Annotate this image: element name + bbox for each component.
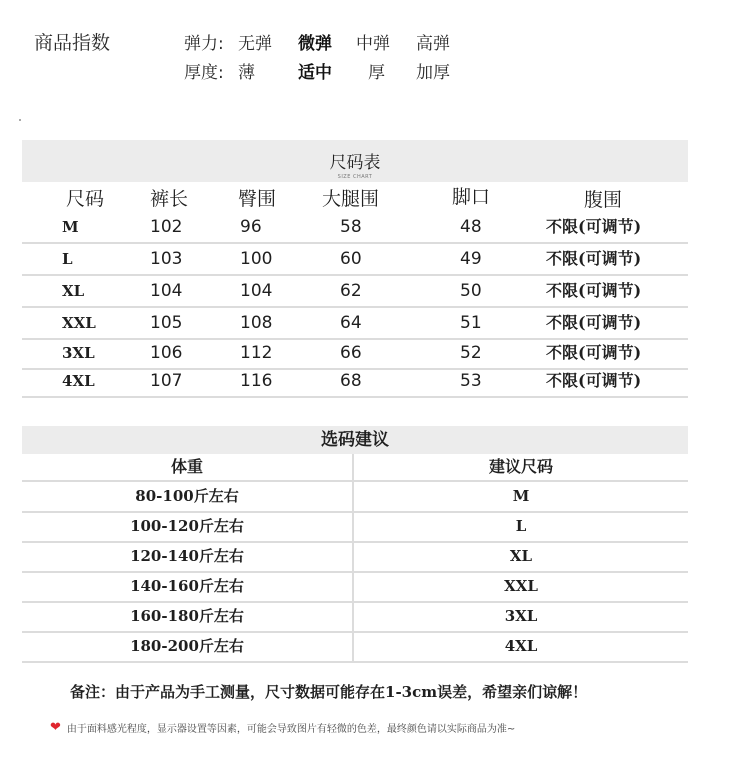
recommendation-title: 选码建议 [22, 426, 688, 454]
cell-leg-opening: 49 [460, 249, 482, 269]
recommendation-row [22, 572, 688, 603]
cell-weight: 160-180斤左右 [22, 602, 354, 631]
cell-thigh: 64 [340, 313, 362, 333]
cell-waist: 不限(可调节) [546, 249, 642, 268]
cell-length: 106 [150, 343, 183, 363]
cell-waist: 不限(可调节) [546, 371, 642, 390]
cell-thigh: 60 [340, 249, 362, 269]
cell-length: 102 [150, 217, 183, 237]
cell-waist: 不限(可调节) [546, 343, 642, 362]
size-chart-row [22, 366, 688, 398]
stray-dot [19, 119, 21, 121]
cell-weight: 80-100斤左右 [22, 482, 354, 511]
cell-thigh: 58 [340, 217, 362, 237]
thickness-option-selected: 适中 [298, 63, 332, 83]
cell-thigh: 66 [340, 343, 362, 363]
thickness-option: 薄 [238, 63, 255, 83]
size-chart-title: 尺码表 [329, 153, 381, 173]
elasticity-option: 高弹 [416, 34, 450, 54]
cell-leg-opening: 48 [460, 217, 482, 237]
cell-hip: 112 [240, 343, 273, 363]
cell-size: M [62, 218, 79, 236]
cell-weight: 120-140斤左右 [22, 542, 354, 571]
cell-length: 107 [150, 371, 183, 391]
thickness-row [184, 58, 450, 83]
header-thigh: 大腿围 [322, 188, 380, 210]
header-weight: 体重 [22, 454, 354, 480]
size-chart-column-headers [22, 186, 688, 212]
cell-leg-opening: 52 [460, 343, 482, 363]
cell-waist: 不限(可调节) [546, 313, 642, 332]
header-size: 尺码 [66, 188, 105, 210]
cell-thigh: 62 [340, 281, 362, 301]
header-waist: 腹围 [584, 189, 623, 211]
cell-waist: 不限(可调节) [546, 217, 642, 236]
cell-leg-opening: 51 [460, 313, 482, 333]
cell-size: L [62, 250, 73, 268]
elasticity-option-selected: 微弹 [298, 34, 332, 54]
cell-hip: 104 [240, 281, 273, 301]
cell-suggested-size: L [515, 517, 527, 535]
cell-hip: 96 [240, 217, 262, 237]
cell-suggested-size: XL [509, 547, 533, 565]
header-hip: 臀围 [238, 188, 277, 210]
recommendation-row [22, 542, 688, 573]
cell-size: 3XL [62, 344, 95, 362]
cell-size: 4XL [62, 372, 95, 390]
elasticity-option: 无弹 [238, 34, 272, 54]
thickness-label: 厚度: [184, 63, 224, 83]
cell-weight: 140-160斤左右 [22, 572, 354, 601]
note-text: 备注：由于产品为手工测量，尺寸数据可能存在1-3cm误差，希望亲们谅解！ [70, 683, 588, 701]
recommendation-row [22, 482, 688, 513]
product-index-title: 商品指数 [34, 32, 111, 54]
cell-size: XXL [62, 314, 96, 332]
heart-icon: ❤ [50, 720, 61, 735]
cell-length: 103 [150, 249, 183, 269]
cell-leg-opening: 50 [460, 281, 482, 301]
cell-suggested-size: 3XL [504, 607, 538, 625]
thickness-option: 厚 [368, 63, 385, 83]
recommendation-column-headers [22, 454, 688, 482]
size-chart-row [22, 276, 688, 308]
cell-hip: 100 [240, 249, 273, 269]
footer-text: 由于面料感光程度，显示器设置等因素，可能会导致图片有轻微的色差，最终颜色请以实际商品为准~ [66, 724, 516, 735]
size-chart-row [22, 212, 688, 244]
elasticity-option: 中弹 [356, 34, 390, 54]
cell-thigh: 68 [340, 371, 362, 391]
cell-weight: 100-120斤左右 [22, 512, 354, 541]
elasticity-row [184, 29, 450, 54]
cell-suggested-size: M [512, 487, 530, 505]
cell-leg-opening: 53 [460, 371, 482, 391]
cell-length: 105 [150, 313, 183, 333]
size-chart-row [22, 244, 688, 276]
cell-suggested-size: XXL [504, 577, 538, 595]
thickness-option: 加厚 [416, 63, 450, 83]
header-length: 裤长 [150, 188, 189, 210]
size-chart-subtitle: SIZE CHART [337, 174, 373, 180]
cell-weight: 180-200斤左右 [22, 632, 354, 661]
size-chart-row [22, 308, 688, 340]
footer-disclaimer [50, 720, 515, 735]
recommendation-row [22, 602, 688, 633]
elasticity-label: 弹力: [184, 34, 224, 54]
cell-hip: 116 [240, 371, 273, 391]
recommendation-row [22, 512, 688, 543]
cell-length: 104 [150, 281, 183, 301]
size-chart-header [22, 140, 688, 182]
header-suggested-size: 建议尺码 [488, 457, 553, 476]
cell-hip: 108 [240, 313, 273, 333]
recommendation-row [22, 632, 688, 663]
cell-size: XL [62, 282, 85, 300]
cell-waist: 不限(可调节) [546, 281, 642, 300]
header-leg-opening: 脚口 [452, 186, 491, 208]
cell-suggested-size: 4XL [504, 637, 538, 655]
